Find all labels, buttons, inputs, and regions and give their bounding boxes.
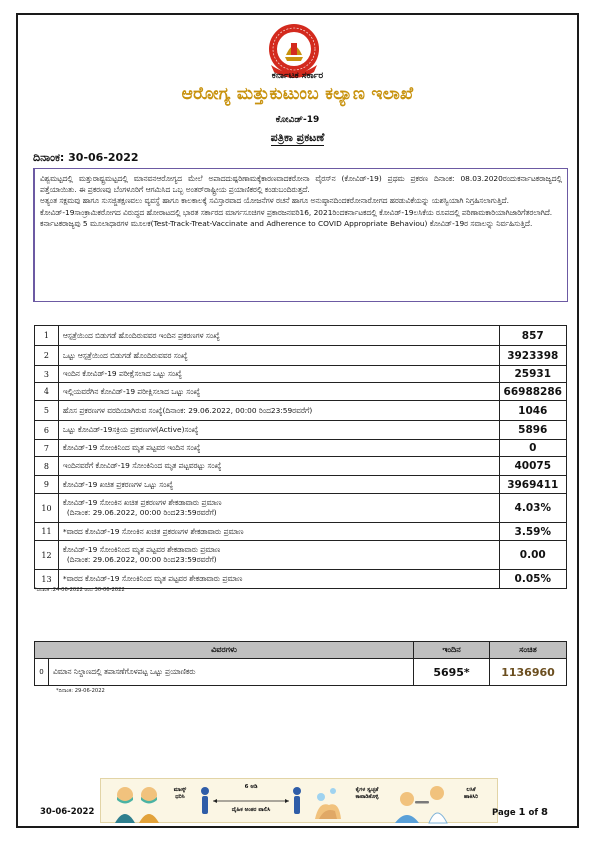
table-row <box>35 366 567 383</box>
row-number: 7 <box>35 440 59 457</box>
header-details: ವಿವರಗಳು <box>35 642 414 659</box>
page-number <box>492 807 548 818</box>
row-value: 5896 <box>499 421 566 440</box>
hand-wash-icon <box>309 779 347 824</box>
row-number: 5 <box>35 401 59 421</box>
row-description-line2: (ದಿನಾಂಕ: 29.06.2022, 00:00 ರಿಂದ23:59ರವರೆಗೆ) <box>66 555 217 564</box>
page-total: 8 <box>540 807 548 818</box>
row-description: *ವಾರದ ಕೋವಿಡ್-19 ಸೋಂಕಿನಿಂದ ಮೃತ ಪಟ್ಟವರ ಶೇಕಡಾವಾರು ಪ್ರಮಾಣ <box>58 570 499 589</box>
table-row <box>35 494 567 523</box>
row-description: ಕೋವಿಡ್-19 ಖಚಿತ ಪ್ರಕರಣಗಳ ಒಟ್ಟು ಸಂಖ್ಯೆ <box>58 476 499 494</box>
row-value: 66988286 <box>499 383 566 401</box>
mask-caption: ಮಾಸ್ಕ್ ಧರಿಸಿ <box>173 787 187 800</box>
table-row <box>35 457 567 476</box>
vaccine-caption: ಲಸಿಕೆ ಹಾಕಿಸಿರಿ <box>463 787 479 800</box>
covid-awareness-banner <box>100 778 498 823</box>
table-row <box>35 659 567 686</box>
table-row <box>35 440 567 457</box>
row-description: ಕೋವಿಡ್-19 ಸೋಂಕಿನಿಂದ ಮೃತ ಪಟ್ಟವರ ಇಂದಿನ ಸಂಖ್ಯೆ <box>58 440 499 457</box>
intro-box <box>33 168 568 302</box>
table-row <box>35 523 567 541</box>
row-description-line1: ಕೋವಿಡ್-19 ಸೋಂಕಿನ ಖಚಿತ ಪ್ರಕರಣಗಳ ಶೇಕಡಾವಾರು ಪ್ರಮಾಣ <box>62 498 222 507</box>
intro-paragraph: ಕರ್ನಾಟಕರಾಜ್ಯವು 5 ಮೂಲಾಧಾರಗಳ ಮೂಲಕ(Test-Track-Treat-Vaccinate and Adherence to COVID Appropriate Behaviou) ಕೋವಿಡ್-19ರ ಸವಾಲನ್ನು ನಿರ್ವಹಿಸುತ್ತಿದೆ. <box>40 218 533 228</box>
table-header-row <box>35 642 567 659</box>
row-description: *ವಾರದ ಕೋವಿಡ್-19 ಸೋಂಕಿನ ಖಚಿತ ಪ್ರಕರಣಗಳ ಶೇಕಡಾವಾರು ಪ್ರಮಾಣ <box>58 523 499 541</box>
row-value: 857 <box>499 326 566 346</box>
row-value: 4.03% <box>499 494 566 523</box>
vaccination-icon <box>393 779 451 824</box>
row-number: 3 <box>35 366 59 383</box>
row-number: 6 <box>35 421 59 440</box>
release-date: ದಿನಾಂಕ: 30-06-2022 <box>33 151 139 164</box>
row-value: 0.05% <box>499 570 566 589</box>
row-number: 8 <box>35 457 59 476</box>
header-today: ಇಂದಿನ <box>414 642 490 659</box>
government-name: ಕರ್ನಾಟಕ ಸರ್ಕಾರ <box>271 71 324 81</box>
row-number: 11 <box>35 523 59 541</box>
row-value-today: 5695* <box>414 659 490 686</box>
table-row <box>35 401 567 421</box>
page-prefix: Page <box>492 808 519 818</box>
row-description: ಒಟ್ಟು ಆಸ್ಪತ್ರೆಯಿಂದ ಬಿಡುಗಡೆ ಹೊಂದಿರುವವರ ಸಂಖ್ಯೆ <box>58 346 499 366</box>
table-row <box>35 541 567 570</box>
row-value-cumulative: 1136960 <box>490 659 567 686</box>
masked-people-icon <box>111 779 171 824</box>
flights-footnote: *ದಿನಾಂಕ: 29-06-2022 <box>56 688 105 694</box>
row-description: ಒಟ್ಟು ಕೋವಿಡ್-19ಸಕ್ರಿಯ ಪ್ರಕರಣಗಳ(Active)ಸಂಖ್ಯೆ <box>58 421 499 440</box>
row-number: 0 <box>35 659 49 686</box>
row-number: 12 <box>35 541 59 570</box>
row-description: ಇಂದಿನವರೆಗೆ ಕೋವಿಡ್-19 ಸೋಂಕಿನಿಂದ ಮೃತ ಪಟ್ಟವರಟ್ಟು ಸಂಖ್ಯೆ <box>58 457 499 476</box>
footer-date: 30-06-2022 <box>40 807 95 817</box>
row-number: 9 <box>35 476 59 494</box>
row-description <box>58 541 499 570</box>
row-number: 1 <box>35 326 59 346</box>
airport-screening-table <box>34 641 567 686</box>
row-description: ಇಂದಿನ ಕೋವಿಡ್-19 ಪರೀಕ್ಷೆಸಲಾದ ಒಟ್ಟು ಸಂಖ್ಯೆ <box>58 366 499 383</box>
row-description: ವಿಮಾನ ನಿಲ್ದಾಣದಲ್ಲಿ ತಪಾಸಣೆಗೊಳಪಟ್ಟ ಒಟ್ಟು ಪ್ರಯಾಣಿಕರು <box>49 659 414 686</box>
covid-subject: ಕೋವಿಡ್-19 <box>275 115 320 125</box>
row-number: 4 <box>35 383 59 401</box>
table-row <box>35 326 567 346</box>
distance-value: 6 ಅಡಿ <box>244 784 258 790</box>
table-row <box>35 346 567 366</box>
table-row <box>35 570 567 589</box>
row-description: ಇಲ್ಲಿಯವರೆಗಿನ ಕೋವಿಡ್-19 ಪರೀಕ್ಷಿಸಲಾದ ಒಟ್ಟು ಸಂಖ್ಯೆ <box>58 383 499 401</box>
distance-caption: ದೈಹಿಕ ಅಂತರ ಪಾಲಿಸಿ <box>231 807 271 813</box>
row-value: 3969411 <box>499 476 566 494</box>
table-row <box>35 476 567 494</box>
row-value: 40075 <box>499 457 566 476</box>
page-separator: of <box>525 808 541 818</box>
header-cumulative: ಸಂಚಿತ <box>490 642 567 659</box>
row-number: 10 <box>35 494 59 523</box>
table-row <box>35 421 567 440</box>
row-value: 3.59% <box>499 523 566 541</box>
row-description: ಆಸ್ಪತ್ರೆಯಿಂದ ಬಿಡುಗಡೆ ಹೊಂದಿರುವವರ ಇಂದಿನ ಪ್ರಕರಣಗಳ ಸಂಖ್ಯೆ <box>58 326 499 346</box>
intro-paragraph: ಅತ್ಯಂತ ಸಕ್ಷಮವು ಹಾಗೂ ಸುಸಜ್ಜಿತಕ್ಷಣವಲು ವ್ಯವಸ್ಥೆ ಹಾಗೂ ಕಾಲಕಾಲಕ್ಕೆ ಸವಿಸ್ತಾರವಾದ ಯೋಜನೆಗಳ ರಚನೆ ಹಾಗೂ ಅನುಷ್ಠಾನದಿಂದಕರೋನಾರೋಗದ ಹರಡುವಿಕೆಯನ್ನು ಯಶಸ್ವಿಯಾಗಿ ನಿಗ್ರಹಿಸಲಾಗುತ್ತಿದೆ. <box>40 196 509 206</box>
covid-stats-table <box>34 325 567 589</box>
page-current: 1 <box>518 807 526 818</box>
table-row <box>35 383 567 401</box>
intro-paragraph: ಕೋವಿಡ್-19ಸಾಂಕ್ರಾಮಿಕರೋಗದ ವಿರುದ್ಧದ ಹೋರಾಟದಲ್ಲಿ ಭಾರತ ಸರ್ಕಾರದ ಮಾರ್ಗಸೂಚಿಗಳ ಪ್ರಕಾರಜನವರಿ16, 2021ರಿಂದಕರ್ನಾಟಕದಲ್ಲಿ ಕೋವಿಡ್-19ಲಸಿಕೆಯ ರೂಪದಲ್ಲಿ ಪರಿಣಾಮಕಾರಿಯಾಗಿಜಾರಿಗೆತರಲಾಗಿದೆ. <box>40 207 553 217</box>
row-number: 2 <box>35 346 59 366</box>
row-value: 3923398 <box>499 346 566 366</box>
row-value: 25931 <box>499 366 566 383</box>
row-number: 13 <box>35 570 59 589</box>
stats-footnote: *ದಿನಾಂಕ :24-06-2022 ರಿಂದ 30-06-2022 <box>34 587 125 593</box>
row-description <box>58 494 499 523</box>
press-release-label: ಪತ್ರಿಕಾ ಪ್ರಕಟಣೆ <box>270 131 325 144</box>
row-description: ಹೊಸ ಪ್ರಕರಣಗಳ ವರದಿಯಾಗಿರುವ ಸಂಖ್ಯೆ(ದಿನಾಂಕ: 29.06.2022, 00:00 ರಿಂದ23:59ರವರೆಗೆ) <box>58 401 499 421</box>
row-value: 0.00 <box>499 541 566 570</box>
hand-hygiene-caption: ಕೈಗಳ ಸ್ವಚ್ಛತೆ ಕಾಪಾಡಿಕೊಳ್ಳಿ <box>355 787 379 800</box>
intro-paragraph: ವಿಶ್ವಮಟ್ಟದಲ್ಲಿ ಮತ್ತುರಾಷ್ಟ್ರಮಟ್ಟದಲ್ಲಿ ಮಾನವನಆರೋಗ್ಯದ ಮೇಲೆ ಅಪಾದದುಷ್ಪರಿಣಾಮಕ್ಕೆಕಾರಣವಾದಕರೋನಾ ವೈರಸ್‌ನ (ಕೋವಿಡ್-19) ಪ್ರಥಮ ಪ್ರಕರಣ ದಿನಾಂಕ: 08.03.2020ರಂದುಕರ್ನಾಟಕರಾಜ್ಯದಲ್ಲಿ ಪತ್ತೆಯಾಯಿತು. ಈ ಪ್ರಕರಣವು ಬೆಂಗಳೂರಿಗೆ ಆಗಮಿಸಿದ ಒಬ್ಬ ಅಂತರ್‌ರಾಷ್ಟ್ರೀಯ ಪ್ರಯಾಣಿಕರಲ್ಲಿ ಕಂಡುಬಂದಿರುತ್ತದೆ. <box>40 174 562 195</box>
department-title: ಆರೋಗ್ಯ ಮತ್ತುಕುಟುಂಬ ಕಲ್ಯಾಣ ಇಲಾಖೆ <box>181 84 414 104</box>
row-value: 1046 <box>499 401 566 421</box>
row-value: 0 <box>499 440 566 457</box>
row-description-line1: ಕೋವಿಡ್-19 ಸೋಂಕಿನಿಂದ ಮೃತ ಪಟ್ಟವರ ಶೇಕಡಾವಾರು ಪ್ರಮಾಣ <box>62 545 221 554</box>
press-release-title <box>0 131 595 145</box>
row-description-line2: (ದಿನಾಂಕ: 29.06.2022, 00:00 ರಿಂದ23:59ರವರೆಗೆ) <box>66 508 217 517</box>
